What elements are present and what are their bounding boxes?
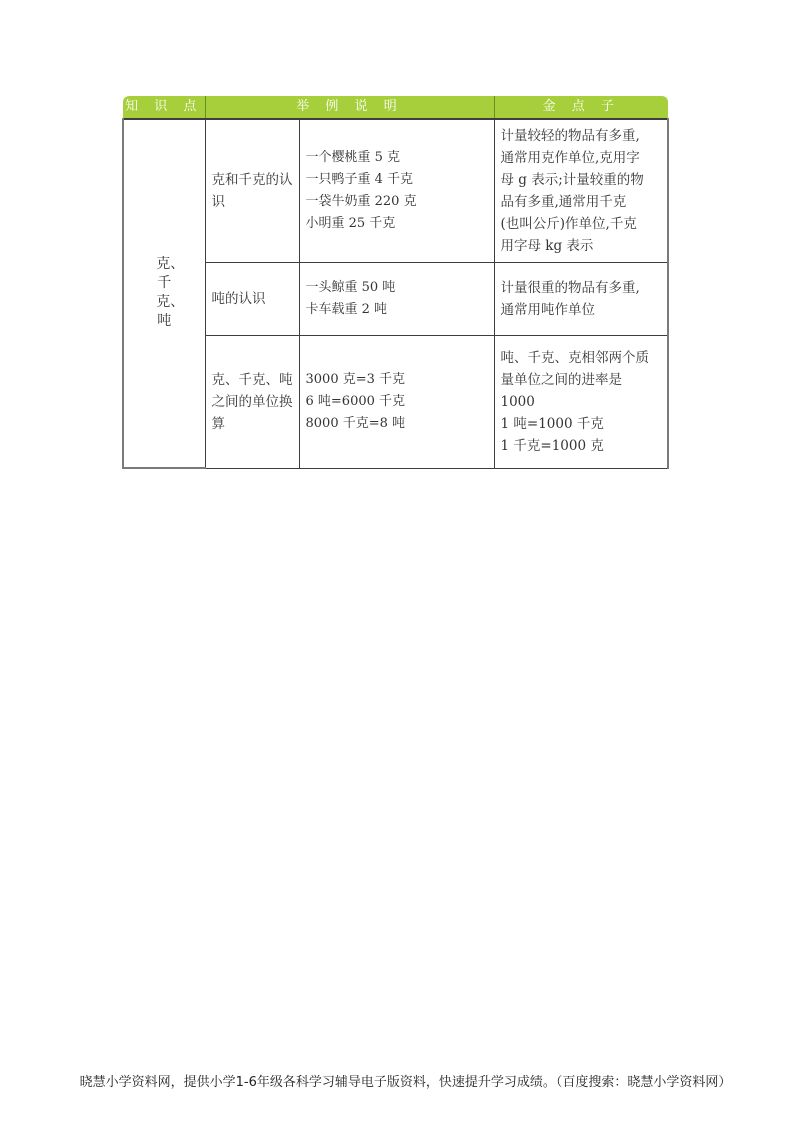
point-cell: 克和千克的认识: [205, 119, 299, 262]
tip-line: 母 g 表示;计量较重的物: [500, 171, 644, 188]
tip-line: 用字母 kg 表示: [500, 237, 594, 254]
category-label: 克、千克、吨: [156, 255, 185, 329]
knowledge-table: [122, 96, 669, 469]
table-row: [123, 262, 668, 335]
tip-line: 计量很重的物品有多重,: [500, 279, 640, 296]
tip-line: 1 千克=1000 克: [500, 437, 604, 454]
tip-line: 计量较轻的物品有多重,: [500, 127, 640, 144]
tip-line: 1 吨=1000 千克: [500, 415, 604, 432]
example-cell: [299, 119, 494, 262]
tip-cell: [494, 262, 668, 335]
table-row: [123, 335, 668, 468]
example-line: 一头鲸重 50 吨: [305, 279, 396, 295]
example-line: 一只鸭子重 4 千克: [305, 171, 414, 187]
footer-notice: 晓慧小学资料网，提供小学1-6年级各科学习辅导电子版资料，快速提升学习成绩。（百度搜索：晓慧小学资料网）: [79, 1075, 732, 1090]
tip-line: 通常用克作单位,克用字: [500, 149, 640, 166]
example-line: 卡车载重 2 吨: [305, 301, 388, 317]
tip-cell: [494, 119, 668, 262]
example-line: 一袋牛奶重 220 克: [305, 193, 417, 209]
example-line: 3000 克=3 千克: [305, 371, 406, 387]
tip-line: 量单位之间的进率是: [500, 371, 622, 388]
header-knowledge-point: 知 识 点: [123, 96, 205, 119]
tip-cell: [494, 335, 668, 468]
header-example: 举 例 说 明: [205, 96, 494, 119]
point-cell: 克、千克、吨之间的单位换算: [205, 335, 299, 468]
header-tips: 金 点 子: [494, 96, 668, 119]
tip-line: 吨、千克、克相邻两个质: [500, 349, 649, 366]
tip-line: 1000: [500, 393, 535, 410]
example-cell: [299, 262, 494, 335]
example-cell: [299, 335, 494, 468]
tip-line: 通常用吨作单位: [500, 301, 595, 318]
tip-line: (也叫公斤)作单位,千克: [500, 215, 637, 232]
table-header-row: [123, 96, 668, 119]
point-cell: 吨的认识: [205, 262, 299, 335]
tip-line: 品有多重,通常用千克: [500, 193, 627, 210]
table-row: [123, 119, 668, 262]
example-line: 一个樱桃重 5 克: [305, 149, 401, 165]
example-line: 小明重 25 千克: [305, 215, 396, 231]
example-line: 8000 千克=8 吨: [305, 415, 406, 431]
category-cell: [123, 119, 205, 468]
knowledge-table-container: [122, 96, 667, 472]
example-line: 6 吨=6000 千克: [305, 393, 406, 409]
